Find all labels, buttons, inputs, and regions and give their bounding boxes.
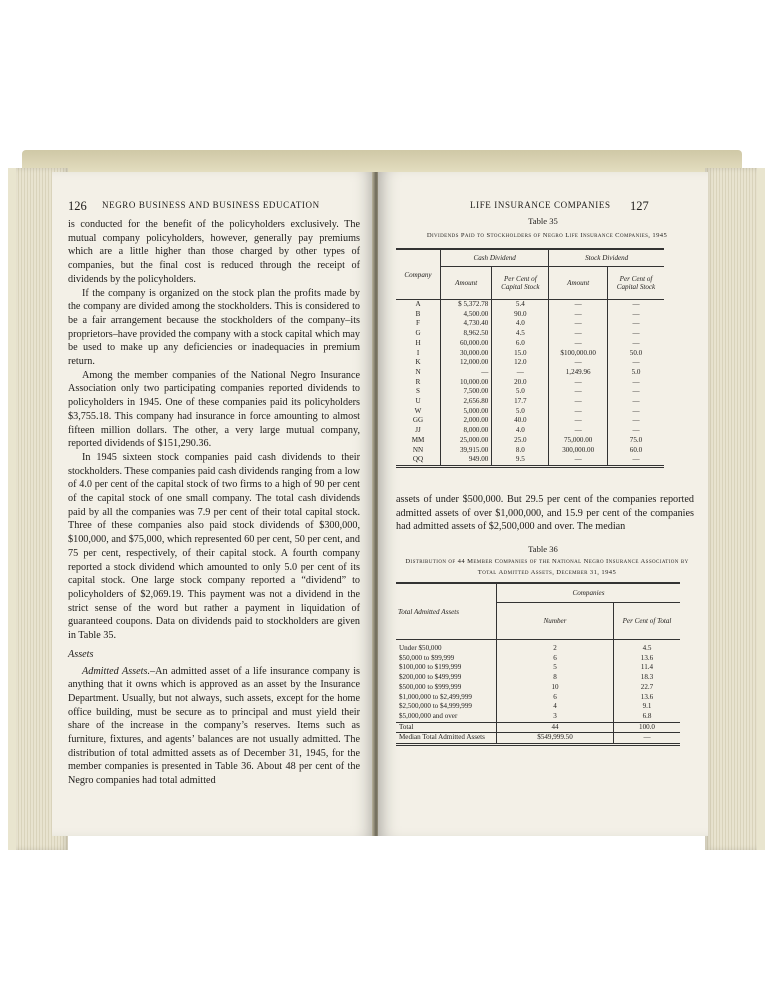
table-row xyxy=(396,702,680,712)
cell-percent: 9.1 xyxy=(614,702,681,712)
table-36-caption: Table 36 xyxy=(528,544,558,554)
cell-cash-percent: 40.0 xyxy=(492,416,549,426)
cell-asset-range: Under $50,000 xyxy=(399,644,442,652)
left-page xyxy=(52,172,374,836)
table-row xyxy=(396,683,680,693)
cell-stock-amount: — xyxy=(549,455,608,466)
cell-number: 10 xyxy=(497,683,614,693)
table-row xyxy=(396,339,664,349)
table-35 xyxy=(396,248,664,468)
cell-cash-amount: 4,730.40 xyxy=(441,319,492,329)
table-row xyxy=(396,300,664,310)
cell-cash-amount: 12,000.00 xyxy=(441,358,492,368)
paragraph: is conducted for the benefit of the policyholders exclusively. The mutual company policyholders, however, generally pay premiums which are a little higher than those charged by other types of companies, but the final cost is reduced through the receipt of dividends by the policyholders. xyxy=(68,219,360,285)
cell-stock-percent: — xyxy=(608,455,665,466)
cell-cash-amount: — xyxy=(441,368,492,378)
cell-stock-percent: — xyxy=(608,397,665,407)
median-percent: — xyxy=(614,733,681,745)
cell-stock-percent: — xyxy=(608,319,665,329)
cell-cash-amount: 7,500.00 xyxy=(441,387,492,397)
cell-cash-amount: 25,000.00 xyxy=(441,436,492,446)
cell-cash-percent: 6.0 xyxy=(492,339,549,349)
col-cash-amount: Amount xyxy=(441,267,492,300)
cell-cash-percent: 4.5 xyxy=(492,329,549,339)
table-35-body xyxy=(396,300,664,467)
col-group-cash: Cash Dividend xyxy=(441,249,549,267)
table-row xyxy=(396,640,680,654)
cell-stock-amount: — xyxy=(549,407,608,417)
cell-stock-amount: — xyxy=(549,319,608,329)
table-row xyxy=(396,329,664,339)
col-number: Number xyxy=(497,603,614,640)
cell-company: R xyxy=(415,377,421,386)
cell-stock-percent: — xyxy=(608,329,665,339)
table-row xyxy=(396,436,664,446)
table-row xyxy=(396,368,664,378)
paragraph: In 1945 sixteen stock companies paid cash dividends to their stockholders. These companies paid cash dividends ranging from a low of 4.0 per cent of the capital stock of two firms to a high of 90 per cent of the capital stock of one small company. The total cash dividends paid by all the companies was 7.9 per cent of their total capital stock. Three of these companies also paid stock dividends of $300,000, $100,000, and $75,000, which represented 60 per cent, 50 per cent, and 75 per cent, respectively, of their capital stock. A fourth company reported a stock dividend which amounted to only 5.0 per cent of its capital stock. One large stock company reported a “dividend” to policyholders of $2,069.19. This payment was not a dividend in the strict sense of the word but rather a payment in liquidation of guaranteed coupons. Data on dividends paid to stockholders are given in Table 35. xyxy=(68,451,360,642)
cell-company: U xyxy=(415,397,421,406)
cell-stock-percent: 75.0 xyxy=(608,436,665,446)
col-total-assets: Total Admitted Assets xyxy=(396,583,497,640)
cell-number: 6 xyxy=(497,654,614,664)
cell-percent: 18.3 xyxy=(614,673,681,683)
table-row xyxy=(396,310,664,320)
col-cash-percent: Per Cent of Capital Stock xyxy=(492,267,549,300)
cell-stock-percent: — xyxy=(608,339,665,349)
cell-cash-percent: 17.7 xyxy=(492,397,549,407)
table-36 xyxy=(396,582,680,746)
cell-cash-amount: 2,656.80 xyxy=(441,397,492,407)
col-stock-amount: Amount xyxy=(549,267,608,300)
total-label: Total xyxy=(396,722,497,733)
cell-company: I xyxy=(416,348,420,357)
table-row xyxy=(396,426,664,436)
col-company: Company xyxy=(396,249,441,300)
cell-stock-percent: — xyxy=(608,426,665,436)
cell-stock-amount: 300,000.00 xyxy=(549,446,608,456)
cell-percent: 4.5 xyxy=(614,640,681,654)
col-group-companies: Companies xyxy=(497,583,681,603)
cell-stock-percent: — xyxy=(608,310,665,320)
cell-stock-percent: 5.0 xyxy=(608,368,665,378)
cell-stock-amount: — xyxy=(549,426,608,436)
paragraph-text: –An admitted asset of a life insurance company is anything that it owns which is approved as an asset by the Insurance Department. Usually, but not always, such assets, except for the home office building, must be secure as to principal and must yield their share of the increase in the company’s reserves. Items such as furniture, fixtures, and agents’ balances are not usually admitted. The distribution of total admitted assets as of December 31, 1945, for the member companies is presented in Table 36. About 48 per cent of the Negro companies had total admitted xyxy=(68,665,360,787)
cell-stock-amount: — xyxy=(549,329,608,339)
cell-number: 6 xyxy=(497,693,614,703)
cell-asset-range: $2,500,000 to $4,999,999 xyxy=(399,702,472,711)
table-row xyxy=(396,407,664,417)
table-35-title: Dividends Paid to Stockholders of Negro Life Insurance Companies, 1945 xyxy=(426,232,668,239)
cell-cash-percent: 8.0 xyxy=(492,446,549,456)
cell-percent: 6.8 xyxy=(614,712,681,722)
table-row xyxy=(396,712,680,722)
cell-company: B xyxy=(415,309,421,318)
cell-stock-amount: $100,000.00 xyxy=(549,349,608,359)
table-row xyxy=(396,416,664,426)
cell-cash-amount: 5,000.00 xyxy=(441,407,492,417)
cell-cash-percent: 20.0 xyxy=(492,378,549,388)
cell-cash-amount: 10,000.00 xyxy=(441,378,492,388)
paragraph xyxy=(68,665,360,788)
col-group-stock: Stock Dividend xyxy=(549,249,664,267)
right-page xyxy=(378,172,708,836)
cell-stock-percent: — xyxy=(608,387,665,397)
cell-cash-amount: 8,962.50 xyxy=(441,329,492,339)
table-row xyxy=(396,693,680,703)
cell-percent: 13.6 xyxy=(614,654,681,664)
cell-cash-amount: 949.00 xyxy=(441,455,492,466)
cell-company: N xyxy=(415,367,421,376)
cell-company: H xyxy=(415,338,421,347)
cell-stock-percent: 50.0 xyxy=(608,349,665,359)
cell-asset-range: $5,000,000 and over xyxy=(399,711,458,720)
cell-company: W xyxy=(414,406,422,415)
cell-asset-range: $500,000 to $999,999 xyxy=(399,682,462,691)
cell-stock-amount: — xyxy=(549,387,608,397)
cell-cash-percent: 4.0 xyxy=(492,319,549,329)
run-in-heading: Admitted Assets. xyxy=(82,665,151,677)
median-label: Median Total Admitted Assets xyxy=(396,733,497,745)
cell-stock-amount: — xyxy=(549,300,608,310)
cell-stock-percent: — xyxy=(608,358,665,368)
cell-number: 8 xyxy=(497,673,614,683)
cell-cash-amount: 2,000.00 xyxy=(441,416,492,426)
cell-cash-amount: $ 5,372.78 xyxy=(441,300,492,310)
left-body-text xyxy=(68,218,360,788)
table-row xyxy=(396,397,664,407)
total-percent: 100.0 xyxy=(614,722,681,733)
cell-cash-percent: 5.4 xyxy=(492,300,549,310)
cell-number: 4 xyxy=(497,702,614,712)
cell-stock-amount: — xyxy=(549,416,608,426)
cell-cash-amount: 4,500.00 xyxy=(441,310,492,320)
col-percent-total: Per Cent of Total xyxy=(614,603,681,640)
table-row xyxy=(396,319,664,329)
right-body-text xyxy=(396,493,694,534)
left-running-head: NEGRO BUSINESS AND BUSINESS EDUCATION xyxy=(102,200,320,210)
table-row xyxy=(396,349,664,359)
cell-stock-amount: — xyxy=(549,339,608,349)
cell-percent: 22.7 xyxy=(614,683,681,693)
median-value: $549,999.50 xyxy=(497,733,614,745)
cell-cash-amount: 39,915.00 xyxy=(441,446,492,456)
cell-stock-amount: 1,249.96 xyxy=(549,368,608,378)
table-row xyxy=(396,455,664,466)
table-35-caption: Table 35 xyxy=(528,216,558,226)
cell-asset-range: $200,000 to $499,999 xyxy=(399,673,462,682)
cell-number: 2 xyxy=(497,640,614,654)
right-page-edges xyxy=(705,168,765,850)
cell-cash-percent: 4.0 xyxy=(492,426,549,436)
cell-asset-range: $50,000 to $99,999 xyxy=(399,653,455,662)
table-row-total xyxy=(396,722,680,733)
right-running-head: LIFE INSURANCE COMPANIES xyxy=(470,200,611,210)
cell-stock-percent: 60.0 xyxy=(608,446,665,456)
cell-cash-percent: — xyxy=(492,368,549,378)
cell-number: 5 xyxy=(497,663,614,673)
cell-percent: 11.4 xyxy=(614,663,681,673)
cell-company: K xyxy=(415,358,421,367)
cell-company: GG xyxy=(412,416,424,425)
cell-company: A xyxy=(415,300,421,308)
table-36-body xyxy=(396,640,680,723)
cell-company: NN xyxy=(412,445,424,454)
cell-cash-percent: 12.0 xyxy=(492,358,549,368)
table-row xyxy=(396,378,664,388)
cell-company: G xyxy=(415,329,421,338)
cell-company: S xyxy=(416,387,420,396)
paragraph: If the company is organized on the stock plan the profits made by the company are divided among the stockholders. This is considered to be a fair arrangement because the stockholders of the company–its proprietors–have provided the company with a stock capital which may be used to make up any deficiencies or inadequacies in premium return. xyxy=(68,287,360,368)
cell-cash-percent: 15.0 xyxy=(492,349,549,359)
cell-cash-percent: 5.0 xyxy=(492,387,549,397)
left-page-number: 126 xyxy=(68,199,87,213)
paragraph: Among the member companies of the National Negro Insurance Association only two participating companies reported dividends to policyholders in 1945. One of these companies paid its policyholders $3,755.18. This company had insurance in force amounting to almost fifteen million dollars. The other, a very large mutual company, reported dividends of $151,290.36. xyxy=(68,369,360,450)
table-row xyxy=(396,446,664,456)
table-row xyxy=(396,663,680,673)
cell-company: F xyxy=(416,319,420,328)
section-heading-assets: Assets xyxy=(68,648,94,660)
cell-number: 3 xyxy=(497,712,614,722)
table-row xyxy=(396,673,680,683)
table-row xyxy=(396,654,680,664)
table-36-title: Distribution of 44 Member Companies of the National Negro Insurance Association by Total Admitted Assets, December 31, 1945 xyxy=(405,558,689,576)
cell-stock-amount: — xyxy=(549,358,608,368)
table-row xyxy=(396,358,664,368)
cell-asset-range: $100,000 to $199,999 xyxy=(399,663,462,672)
table-row xyxy=(396,387,664,397)
col-stock-percent: Per Cent of Capital Stock xyxy=(608,267,665,300)
cell-stock-amount: — xyxy=(549,397,608,407)
right-page-number: 127 xyxy=(630,199,649,213)
cell-stock-amount: — xyxy=(549,378,608,388)
cell-cash-percent: 5.0 xyxy=(492,407,549,417)
cell-stock-percent: — xyxy=(608,407,665,417)
cell-cash-percent: 9.5 xyxy=(492,455,549,466)
cell-stock-amount: — xyxy=(549,310,608,320)
cell-cash-amount: 60,000.00 xyxy=(441,339,492,349)
table-row-median xyxy=(396,733,680,745)
cell-stock-amount: 75,000.00 xyxy=(549,436,608,446)
cell-percent: 13.6 xyxy=(614,693,681,703)
cell-stock-percent: — xyxy=(608,416,665,426)
cell-company: MM xyxy=(411,435,425,444)
cell-stock-percent: — xyxy=(608,378,665,388)
total-number: 44 xyxy=(497,722,614,733)
paragraph: assets of under $500,000. But 29.5 per cent of the companies reported admitted assets of over $1,000,000, and 15.9 per cent of the companies had admitted assets of $2,500,000 and over. The median xyxy=(396,494,694,533)
cell-cash-percent: 25.0 xyxy=(492,436,549,446)
cell-company: JJ xyxy=(415,426,421,435)
cell-cash-amount: 8,000.00 xyxy=(441,426,492,436)
cell-cash-amount: 30,000.00 xyxy=(441,349,492,359)
cell-asset-range: $1,000,000 to $2,499,999 xyxy=(399,692,472,701)
cell-stock-percent: — xyxy=(608,300,665,310)
cell-cash-percent: 90.0 xyxy=(492,310,549,320)
cell-company: QQ xyxy=(396,455,441,466)
